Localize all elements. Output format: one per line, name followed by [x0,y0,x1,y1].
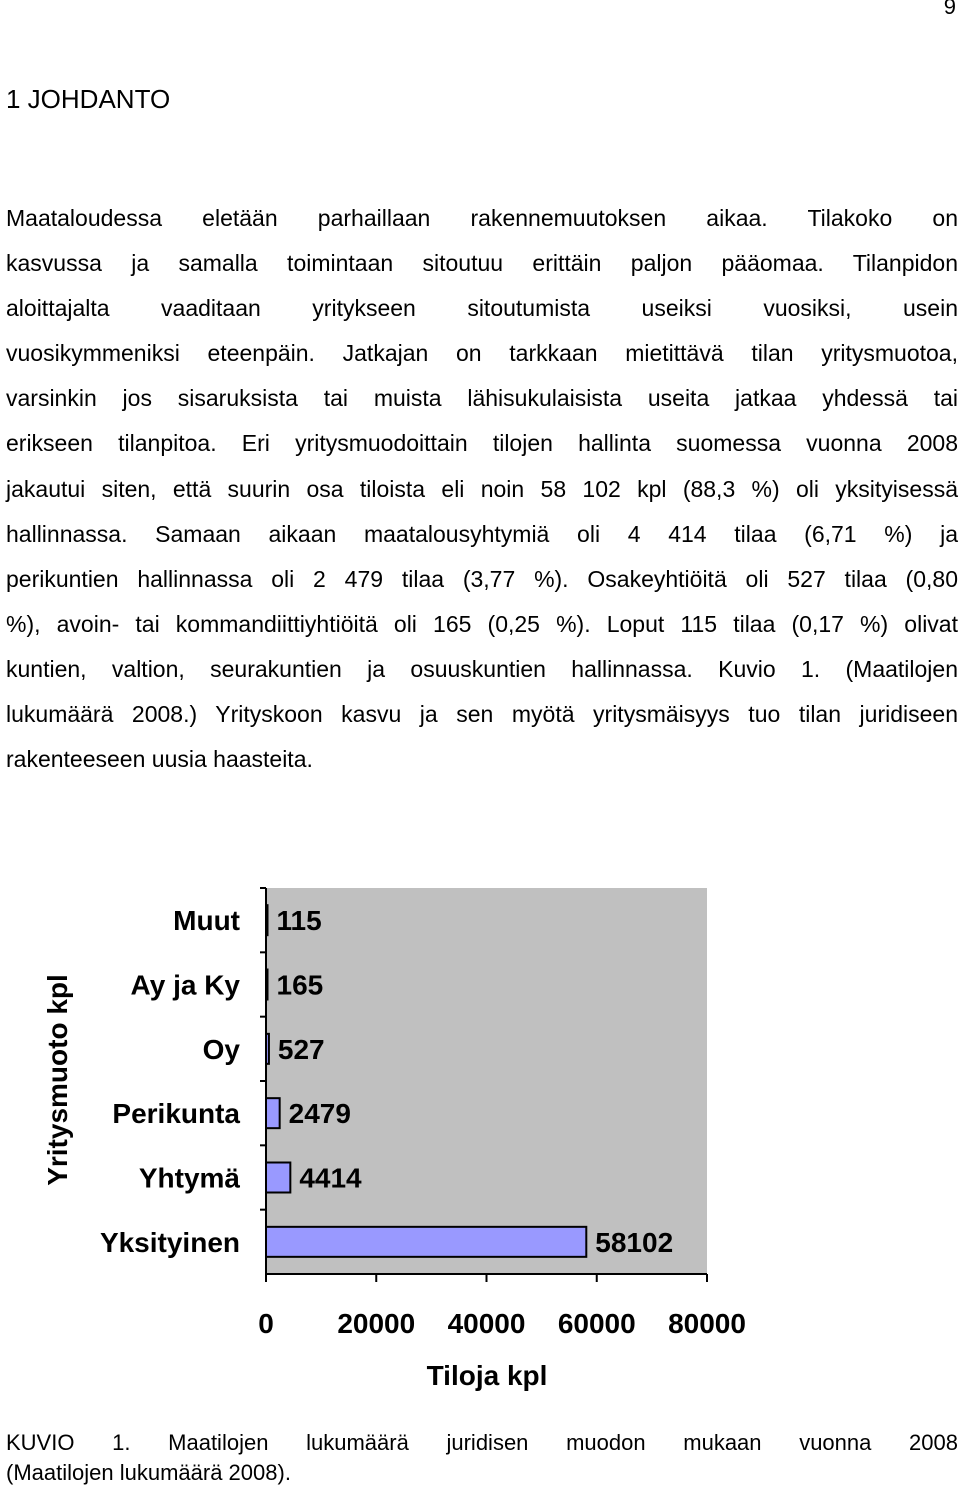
section-heading: 1 JOHDANTO [6,84,171,114]
x-ticks-group [258,1274,746,1339]
bar-chart [0,870,960,1410]
bar-value-label: 115 [276,905,322,937]
caption-line: (Maatilojen lukumäärä 2008). [6,1460,291,1485]
category-label: Yksityinen [99,1226,240,1258]
bar [266,1098,280,1128]
category-label: Muut [173,905,240,937]
category-label: Yhtymä [138,1162,240,1194]
bar [266,905,268,935]
x-tick-label: 80000 [668,1308,746,1339]
paragraph-line: kasvussa ja samalla toimintaan sitoutuu erittäin paljon pääomaa. Tilanpidon [6,250,958,277]
x-tick-label: 40000 [447,1308,526,1339]
x-tick-label: 0 [258,1308,274,1339]
x-axis-title: Tiloja kpl [426,1360,548,1391]
paragraph-line: Maataloudessa eletään parhaillaan rakennemuutoksen aikaa. Tilakoko on [6,205,958,231]
bar [266,970,268,1000]
x-tick-label: 20000 [337,1308,416,1339]
page-number: 9 [943,0,956,19]
bar-value-label: 2479 [288,1098,351,1130]
paragraph-line: perikuntien hallinnassa oli 2 479 tilaa (3,77 %). Osakeyhtiöitä oli 527 tilaa (0,80 [6,565,958,592]
category-label: Oy [202,1033,240,1065]
y-axis-title: Yritysmuoto kpl [42,974,73,1186]
bar-value-label: 527 [277,1033,325,1065]
paragraph-line: aloittajalta vaaditaan yritykseen sitoutumista useiksi vuosiksi, usein [6,295,958,322]
figure-chart [0,870,960,1410]
x-tick-label: 60000 [557,1308,636,1339]
paragraph-line: kuntien, valtion, seurakuntien ja osuuskuntien hallinnassa. Kuvio 1. (Maatilojen [6,655,958,682]
y-axis-title-holder [0,870,80,1410]
paragraph-line: lukumäärä 2008.) Yrityskoon kasvu ja sen myötä yritysmäisyys tuo tilan juridiseen [6,701,958,728]
bar-value-label: 58102 [595,1226,674,1258]
bar [266,1034,269,1064]
category-label: Perikunta [112,1098,240,1130]
plot-area [266,888,707,1274]
body-paragraph [6,196,958,782]
bar-value-label: 4414 [299,1162,362,1194]
paragraph-line: %), avoin- tai kommandiittiyhtiöitä oli 165 (0,25 %). Loput 115 tilaa (0,17 %) olivat [6,610,958,637]
category-labels-group [100,888,266,1258]
paragraph-line: hallinnassa. Samaan aikaan maatalousyhtymiä oli 4 414 tilaa (6,71 %) ja [6,520,958,547]
paragraph-line: erikseen tilanpitoa. Eri yritysmuodoittain tilojen hallinta suomessa vuonna 2008 [6,430,958,457]
bar-value-label: 165 [276,969,324,1001]
bar [266,1163,290,1193]
paragraph-line: rakenteeseen uusia haasteita. [6,746,313,773]
paragraph-line: jakautui siten, että suurin osa tiloista eli noin 58 102 kpl (88,3 %) oli yksityisessä [6,475,958,502]
category-label: Ay ja Ky [130,969,240,1001]
paragraph-line: varsinkin jos sisaruksista tai muista lähisukulaisista useita jatkaa yhdessä tai [6,385,958,412]
caption-line: KUVIO 1. Maatilojen lukumäärä juridisen muodon mukaan vuonna 2008 [6,1430,958,1455]
figure-caption [6,1428,958,1488]
bar [266,1227,586,1257]
paragraph-line: vuosikymmeniksi eteenpäin. Jatkajan on tarkkaan mietittävä tilan yritysmuotoa, [6,340,958,367]
